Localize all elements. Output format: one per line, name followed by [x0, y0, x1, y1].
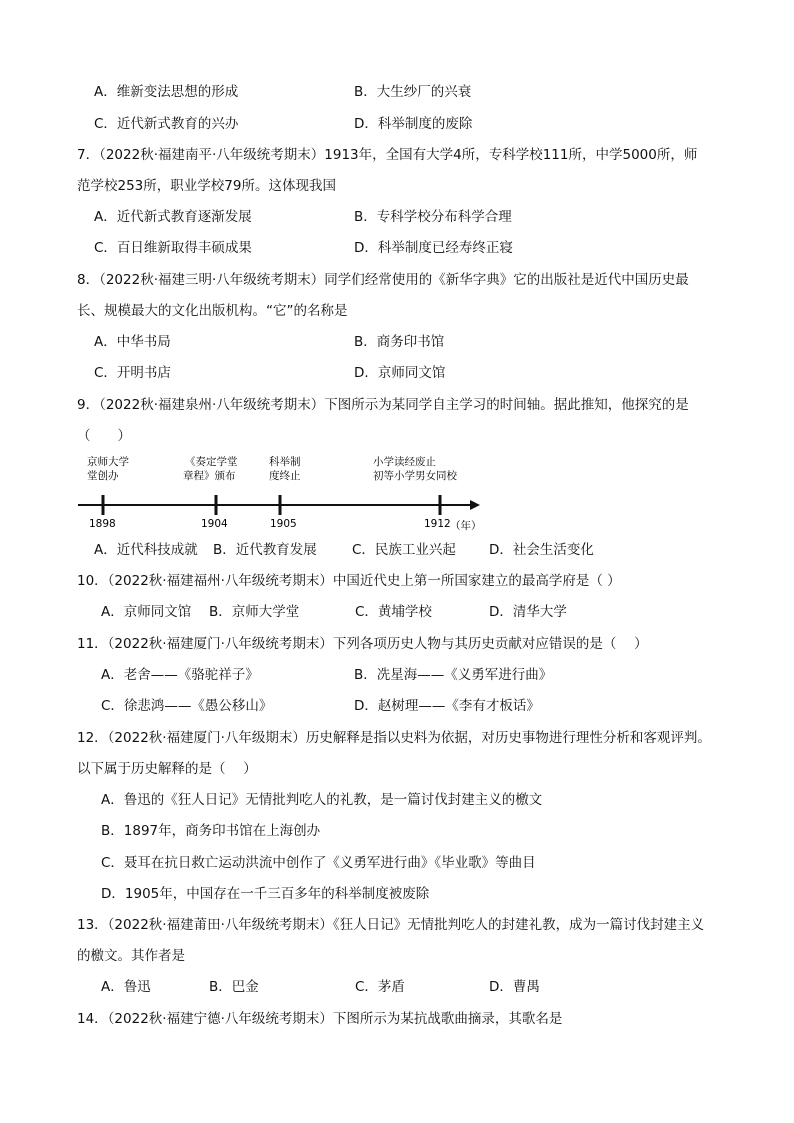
question-7-stem-line1: 7．（2022秋·福建南平·八年级统考期末）1913年，全国有大学4所，专科学校111所，中学5000所，师: [77, 147, 698, 163]
question-10-option-c[interactable]: C．黄埔学校: [355, 604, 432, 620]
question-9-option-b[interactable]: B．近代教育发展: [213, 542, 317, 558]
option-d[interactable]: D．科举制度的废除: [354, 116, 473, 132]
question-11-option-d[interactable]: D．赵树理——《李有才板话》: [354, 698, 540, 714]
question-10-stem: 10．（2022秋·福建福州·八年级统考期末）中国近代史上第一所国家建立的最高学府是（ ）: [77, 573, 621, 589]
timeline-event-3-line1: 科举制: [269, 456, 301, 468]
question-9-option-a[interactable]: A．近代科技成就: [94, 542, 198, 558]
question-10-option-d[interactable]: D．清华大学: [489, 604, 567, 620]
question-9-stem-line1: 9．（2022秋·福建泉州·八年级统考期末）下图所示为某同学自主学习的时间轴。据此推知，他探究的是: [77, 397, 689, 413]
question-12-option-c[interactable]: C．聂耳在抗日救亡运动洪流中创作了《义勇军进行曲》《毕业歌》等曲目: [101, 855, 536, 871]
question-13-stem-line1: 13．（2022秋·福建莆田·八年级统考期末）《狂人日记》无情批判吃人的封建礼教，成为一篇讨伐封建主义: [77, 917, 705, 933]
question-7-stem-line2: 范学校253所，职业学校79所。这体现我国: [77, 178, 336, 194]
question-11-option-c[interactable]: C．徐悲鸿——《愚公移山》: [101, 698, 273, 714]
timeline-year-1904: 1904: [201, 518, 228, 530]
timeline-unit: （年）: [450, 520, 482, 532]
timeline-year-1912: 1912: [424, 518, 451, 530]
question-13-option-d[interactable]: D．曹禺: [489, 979, 540, 995]
option-a[interactable]: A．维新变法思想的形成: [94, 84, 239, 100]
question-9-option-c[interactable]: C．民族工业兴起: [352, 542, 456, 558]
question-11-option-a[interactable]: A．老舍——《骆驼祥子》: [101, 667, 259, 683]
question-8-option-a[interactable]: A．中华书局: [94, 334, 171, 350]
option-b[interactable]: B．大生纱厂的兴衰: [354, 84, 472, 100]
timeline-event-2-line1: 《奏定学堂: [185, 456, 238, 468]
timeline-event-3-line2: 度终止: [269, 470, 301, 482]
question-11-option-b[interactable]: B．冼星海——《义勇军进行曲》: [354, 667, 553, 683]
timeline-event-2-line2: 章程》颁布: [183, 470, 236, 482]
question-12-option-d[interactable]: D．1905年，中国存在一千三百多年的科举制度被废除: [101, 886, 430, 902]
question-7-option-c[interactable]: C．百日维新取得丰硕成果: [94, 240, 252, 256]
timeline-figure: [70, 425, 490, 532]
question-9-stem-line2: （ ）: [77, 428, 131, 444]
question-7-option-b[interactable]: B．专科学校分布科学合理: [354, 209, 512, 225]
question-12-option-b[interactable]: B．1897年，商务印书馆在上海创办: [101, 823, 321, 839]
timeline-event-1-line1: 京师大学: [87, 456, 129, 468]
question-8-option-c[interactable]: C．开明书店: [94, 365, 171, 381]
timeline-event-1-line2: 堂创办: [87, 470, 119, 482]
question-8-stem-line1: 8．（2022秋·福建三明·八年级统考期末）同学们经常使用的《新华字典》它的出版社是近代中国历史最: [77, 272, 689, 288]
question-13-option-a[interactable]: A．鲁迅: [101, 979, 151, 995]
question-12-stem-line2: 以下属于历史解释的是（ ）: [77, 761, 257, 777]
question-7-option-d[interactable]: D．科举制度已经寿终正寝: [354, 240, 513, 256]
question-8-stem-line2: 长、规模最大的文化出版机构。“它”的名称是: [77, 303, 348, 319]
question-13-stem-line2: 的檄文。其作者是: [77, 948, 185, 964]
question-13-option-c[interactable]: C．茅盾: [355, 979, 405, 995]
timeline-event-4-line1: 小学读经废止: [373, 456, 436, 468]
timeline-year-1898: 1898: [89, 518, 116, 530]
question-9-option-d[interactable]: D．社会生活变化: [489, 542, 594, 558]
timeline-year-1905: 1905: [270, 518, 297, 530]
question-7-option-a[interactable]: A．近代新式教育逐渐发展: [94, 209, 252, 225]
question-14-stem: 14．（2022秋·福建宁德·八年级统考期末）下图所示为某抗战歌曲摘录，其歌名是: [77, 1011, 563, 1027]
timeline-event-4-line2: 初等小学男女同校: [373, 470, 457, 482]
question-12-option-a[interactable]: A．鲁迅的《狂人日记》无情批判吃人的礼教，是一篇讨伐封建主义的檄文: [101, 792, 543, 808]
question-10-option-a[interactable]: A．京师同文馆: [101, 604, 192, 620]
question-12-stem-line1: 12．（2022秋·福建厦门·八年级期末）历史解释是指以史料为依据，对历史事物进行理性分析和客观评判。: [77, 730, 711, 746]
option-c[interactable]: C．近代新式教育的兴办: [94, 116, 239, 132]
question-8-option-b[interactable]: B．商务印书馆: [354, 334, 445, 350]
question-11-stem: 11．（2022秋·福建厦门·八年级统考期末）下列各项历史人物与其历史贡献对应错误的是（ ）: [77, 636, 648, 652]
question-8-option-d[interactable]: D．京师同文馆: [354, 365, 446, 381]
question-10-option-b[interactable]: B．京师大学堂: [209, 604, 300, 620]
timeline-arrowhead: [470, 500, 480, 510]
question-13-option-b[interactable]: B．巴金: [209, 979, 259, 995]
